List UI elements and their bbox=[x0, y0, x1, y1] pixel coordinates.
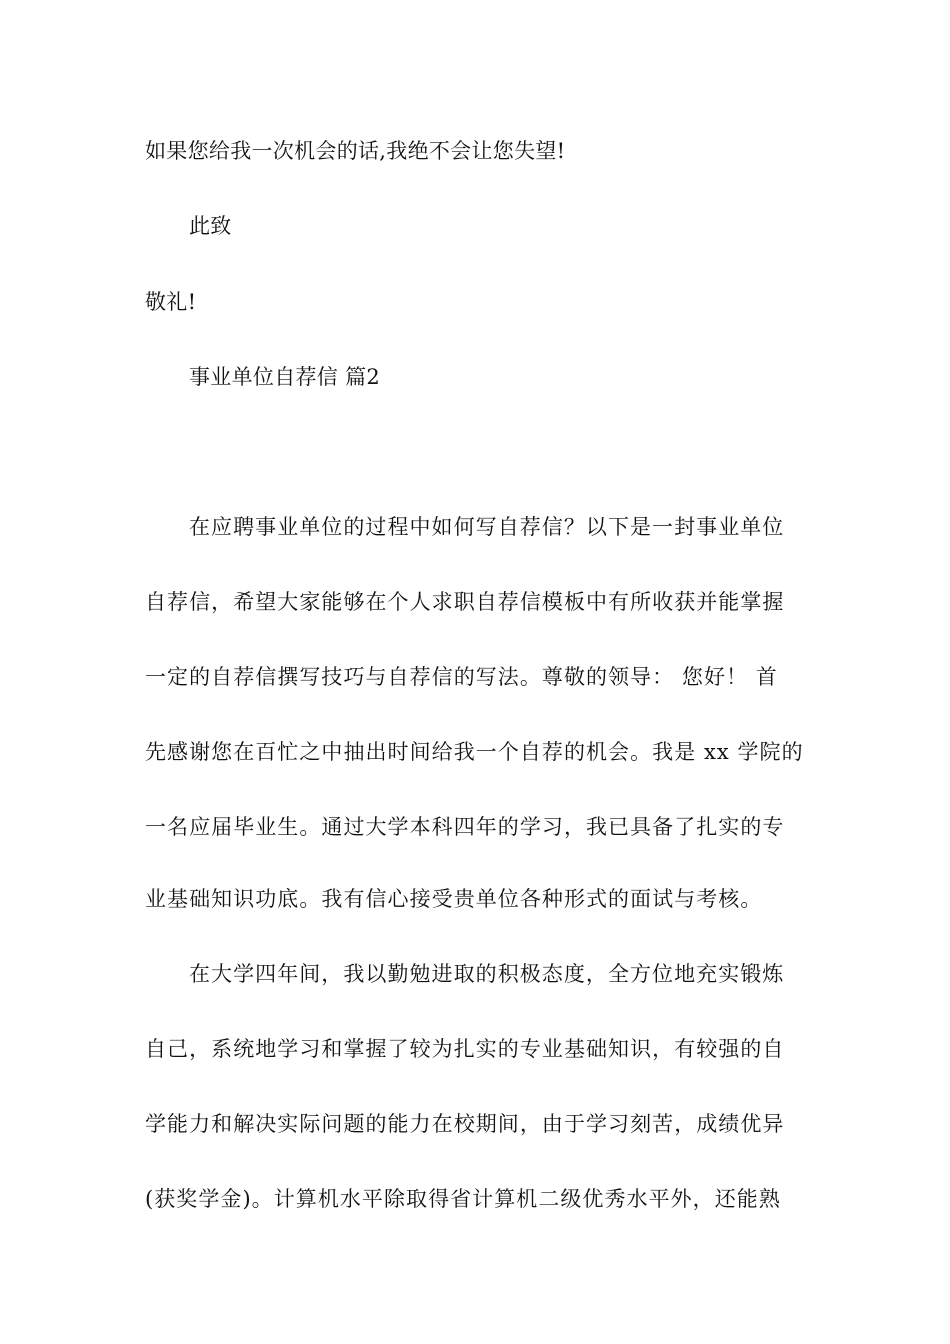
salutation-line: 此致 bbox=[189, 214, 232, 238]
paragraph-line: 一名应届毕业生。通过大学本科四年的学习，我已具备了扎实的专 bbox=[145, 815, 785, 839]
paragraph-line: (获奖学金)。计算机水平除取得省计算机二级优秀水平外，还能熟 bbox=[145, 1187, 781, 1211]
paragraph-line: 先感谢您在百忙之中抽出时间给我一个自荐的机会。我是 xx 学院的 bbox=[145, 740, 804, 764]
paragraph-line: 自己，系统地学习和掌握了较为扎实的专业基础知识，有较强的自 bbox=[145, 1037, 785, 1061]
paragraph-line: 在应聘事业单位的过程中如何写自荐信？以下是一封事业单位 bbox=[189, 515, 785, 539]
paragraph-line: 学能力和解决实际问题的能力在校期间，由于学习刻苦，成绩优异 bbox=[145, 1112, 785, 1136]
paragraph-line: 自荐信，希望大家能够在个人求职自荐信模板中有所收获并能掌握 bbox=[145, 590, 785, 614]
section-heading: 事业单位自荐信 篇2 bbox=[189, 365, 381, 389]
closing-line: 如果您给我一次机会的话,我绝不会让您失望! bbox=[145, 139, 566, 163]
regards-line: 敬礼! bbox=[145, 290, 197, 314]
paragraph-line: 一定的自荐信撰写技巧与自荐信的写法。尊敬的领导： 您好！ 首 bbox=[145, 665, 778, 689]
paragraph-line: 在大学四年间，我以勤勉进取的积极态度，全方位地充实锻炼 bbox=[189, 962, 785, 986]
paragraph-line: 业基础知识功底。我有信心接受贵单位各种形式的面试与考核。 bbox=[145, 887, 763, 911]
